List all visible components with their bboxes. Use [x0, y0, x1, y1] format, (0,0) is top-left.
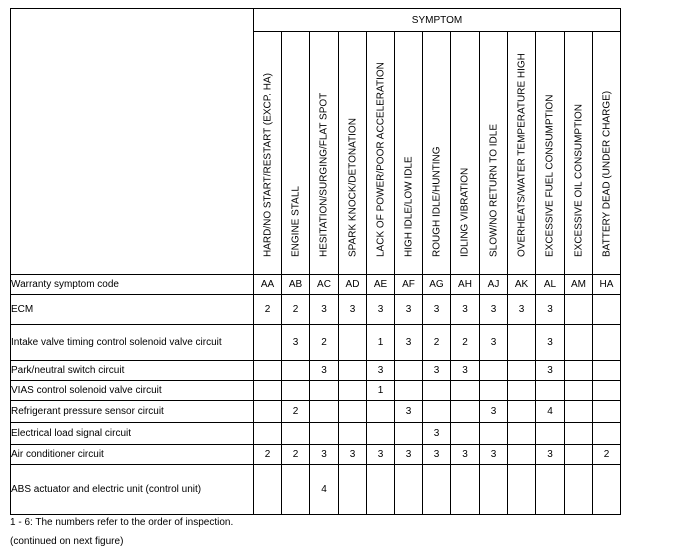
inspection-order-cell: 3 — [367, 361, 395, 381]
inspection-order-cell: 3 — [395, 325, 423, 361]
inspection-order-cell — [395, 423, 423, 445]
symptom-code-cell: AK — [508, 275, 536, 295]
inspection-order-cell: 3 — [282, 325, 310, 361]
table-row — [11, 381, 621, 401]
table-row — [11, 295, 621, 325]
inspection-order-cell — [282, 381, 310, 401]
inspection-order-cell — [339, 423, 367, 445]
inspection-order-cell — [310, 381, 339, 401]
inspection-order-cell — [423, 381, 451, 401]
symptom-label: OVERHEATS/WATER TEMPERATURE HIGH — [516, 53, 527, 257]
inspection-order-cell — [480, 361, 508, 381]
symptom-column-header — [310, 32, 339, 275]
inspection-order-cell — [508, 361, 536, 381]
inspection-order-cell: 3 — [423, 295, 451, 325]
inspection-order-cell — [339, 401, 367, 423]
inspection-order-cell — [565, 401, 593, 423]
inspection-order-cell — [367, 401, 395, 423]
inspection-order-cell: 3 — [480, 401, 508, 423]
symptom-column-header — [395, 32, 423, 275]
inspection-order-cell: 3 — [423, 445, 451, 465]
inspection-order-cell: 3 — [451, 361, 480, 381]
inspection-order-cell — [565, 325, 593, 361]
symptom-code-cell: AJ — [480, 275, 508, 295]
inspection-order-cell: 4 — [310, 465, 339, 515]
inspection-order-cell — [565, 361, 593, 381]
inspection-order-cell: 2 — [451, 325, 480, 361]
inspection-order-cell: 3 — [423, 361, 451, 381]
inspection-order-cell — [593, 401, 621, 423]
symptom-label: HESITATION/SURGING/FLAT SPOT — [318, 92, 330, 257]
inspection-order-cell: 3 — [395, 401, 423, 423]
symptom-column-header — [339, 32, 367, 275]
inspection-order-cell: 3 — [536, 445, 565, 465]
symptom-code-cell: HA — [593, 275, 621, 295]
inspection-order-cell — [565, 381, 593, 401]
table-row — [11, 325, 621, 361]
inspection-order-cell: 3 — [480, 445, 508, 465]
symptom-code-cell: AA — [254, 275, 282, 295]
inspection-order-cell — [254, 465, 282, 515]
inspection-order-cell — [451, 423, 480, 445]
row-label: Intake valve timing control solenoid valve circuit — [11, 325, 254, 361]
inspection-order-cell: 3 — [480, 325, 508, 361]
inspection-order-cell — [593, 423, 621, 445]
inspection-order-cell: 3 — [451, 295, 480, 325]
inspection-order-cell: 3 — [423, 423, 451, 445]
inspection-order-cell — [367, 423, 395, 445]
symptom-header: SYMPTOM — [254, 9, 621, 32]
table-corner-cell — [11, 9, 254, 275]
table-row — [11, 401, 621, 423]
warranty-code-row — [11, 275, 621, 295]
symptom-column-header — [254, 32, 282, 275]
inspection-order-cell — [282, 423, 310, 445]
symptom-label: ROUGH IDLE/HUNTING — [431, 146, 442, 257]
inspection-order-cell: 1 — [367, 325, 395, 361]
inspection-order-cell — [480, 423, 508, 445]
inspection-order-cell: 3 — [480, 295, 508, 325]
inspection-order-cell — [254, 381, 282, 401]
row-label: ECM — [11, 295, 254, 325]
symptom-label: ENGINE STALL — [290, 186, 301, 257]
inspection-order-cell — [536, 423, 565, 445]
symptom-column-header — [451, 32, 480, 275]
inspection-order-cell: 3 — [310, 445, 339, 465]
inspection-order-cell — [254, 325, 282, 361]
inspection-order-cell — [282, 361, 310, 381]
table-row — [11, 423, 621, 445]
symptom-label: EXCESSIVE FUEL CONSUMPTION — [544, 94, 556, 257]
symptom-column-header — [536, 32, 565, 275]
inspection-order-cell — [565, 465, 593, 515]
inspection-order-cell — [395, 465, 423, 515]
inspection-order-cell — [480, 381, 508, 401]
symptom-label: SPARK KNOCK/DETONATION — [347, 118, 358, 257]
inspection-order-cell — [508, 423, 536, 445]
symptom-code-cell: AH — [451, 275, 480, 295]
inspection-order-cell — [565, 295, 593, 325]
row-label: Air conditioner circuit — [11, 445, 254, 465]
inspection-order-cell — [480, 465, 508, 515]
inspection-order-cell: 2 — [593, 445, 621, 465]
symptom-code-cell: AB — [282, 275, 310, 295]
inspection-order-cell — [254, 423, 282, 445]
symptom-label: BATTERY DEAD (UNDER CHARGE) — [601, 90, 612, 257]
inspection-order-cell — [508, 401, 536, 423]
inspection-order-cell: 3 — [367, 295, 395, 325]
row-label: VIAS control solenoid valve circuit — [11, 381, 254, 401]
inspection-order-cell — [508, 381, 536, 401]
inspection-order-cell — [339, 381, 367, 401]
symptom-code-cell: AL — [536, 275, 565, 295]
inspection-order-cell — [310, 423, 339, 445]
row-label: Electrical load signal circuit — [11, 423, 254, 445]
inspection-order-cell — [282, 465, 310, 515]
symptom-column-header — [565, 32, 593, 275]
inspection-order-cell — [451, 465, 480, 515]
row-label: Warranty symptom code — [11, 275, 254, 295]
symptom-code-cell: AD — [339, 275, 367, 295]
symptom-column-header — [367, 32, 395, 275]
symptom-code-cell: AM — [565, 275, 593, 295]
inspection-order-cell — [593, 325, 621, 361]
inspection-order-cell — [593, 295, 621, 325]
inspection-order-cell: 3 — [508, 295, 536, 325]
inspection-order-cell: 2 — [310, 325, 339, 361]
footnote-text: 1 - 6: The numbers refer to the order of inspection. — [10, 517, 234, 528]
inspection-order-cell — [423, 401, 451, 423]
row-label: Park/neutral switch circuit — [11, 361, 254, 381]
inspection-order-cell — [536, 381, 565, 401]
symptom-label: EXCESSIVE OIL CONSUMPTION — [573, 104, 584, 257]
inspection-order-cell — [593, 465, 621, 515]
symptom-label: LACK OF POWER/POOR ACCELERATION — [375, 62, 386, 257]
table-row — [11, 465, 621, 515]
inspection-order-cell — [593, 381, 621, 401]
inspection-order-cell: 2 — [254, 445, 282, 465]
inspection-order-cell — [395, 381, 423, 401]
inspection-order-cell — [508, 325, 536, 361]
inspection-order-cell — [339, 325, 367, 361]
inspection-order-cell — [254, 361, 282, 381]
inspection-order-cell — [593, 361, 621, 381]
inspection-order-cell — [367, 465, 395, 515]
inspection-order-cell — [508, 445, 536, 465]
inspection-order-cell: 2 — [282, 401, 310, 423]
inspection-order-cell: 3 — [339, 295, 367, 325]
inspection-order-cell: 4 — [536, 401, 565, 423]
inspection-order-cell: 2 — [254, 295, 282, 325]
inspection-order-cell: 3 — [395, 445, 423, 465]
symptom-label: HARD/NO START/RESTART (EXCP. HA) — [262, 73, 273, 257]
symptom-column-header — [282, 32, 310, 275]
continued-note: (continued on next figure) — [10, 536, 124, 547]
symptom-label: SLOW/NO RETURN TO IDLE — [488, 124, 499, 257]
inspection-order-cell — [451, 381, 480, 401]
inspection-order-cell — [508, 465, 536, 515]
inspection-order-cell: 3 — [367, 445, 395, 465]
inspection-order-cell: 2 — [282, 445, 310, 465]
inspection-order-cell — [310, 401, 339, 423]
inspection-order-cell — [565, 445, 593, 465]
row-label: ABS actuator and electric unit (control unit) — [11, 465, 254, 515]
inspection-order-cell — [339, 465, 367, 515]
symptom-column-header — [508, 32, 536, 275]
inspection-order-cell: 1 — [367, 381, 395, 401]
matrix-body — [11, 275, 621, 515]
inspection-order-cell: 2 — [423, 325, 451, 361]
symptom-code-cell: AC — [310, 275, 339, 295]
inspection-order-cell: 3 — [536, 295, 565, 325]
symptom-code-cell: AE — [367, 275, 395, 295]
inspection-order-cell: 3 — [310, 361, 339, 381]
inspection-order-cell — [339, 361, 367, 381]
symptom-code-cell: AF — [395, 275, 423, 295]
symptom-code-cell: AG — [423, 275, 451, 295]
inspection-order-cell: 3 — [395, 295, 423, 325]
inspection-order-cell — [451, 401, 480, 423]
symptom-column-header — [593, 32, 621, 275]
symptom-column-header — [423, 32, 451, 275]
inspection-order-cell — [423, 465, 451, 515]
row-label: Refrigerant pressure sensor circuit — [11, 401, 254, 423]
inspection-order-cell — [536, 465, 565, 515]
inspection-order-cell — [254, 401, 282, 423]
table-row — [11, 361, 621, 381]
inspection-order-cell: 3 — [339, 445, 367, 465]
inspection-order-cell: 3 — [536, 325, 565, 361]
inspection-order-cell: 3 — [451, 445, 480, 465]
inspection-order-cell — [395, 361, 423, 381]
symptom-label: HIGH IDLE/LOW IDLE — [403, 156, 414, 257]
symptom-matrix-table — [10, 8, 621, 515]
symptom-label: IDLING VIBRATION — [459, 167, 471, 257]
table-row — [11, 445, 621, 465]
inspection-order-cell — [565, 423, 593, 445]
inspection-order-cell: 3 — [536, 361, 565, 381]
symptom-column-header — [480, 32, 508, 275]
inspection-order-cell: 2 — [282, 295, 310, 325]
inspection-order-cell: 3 — [310, 295, 339, 325]
